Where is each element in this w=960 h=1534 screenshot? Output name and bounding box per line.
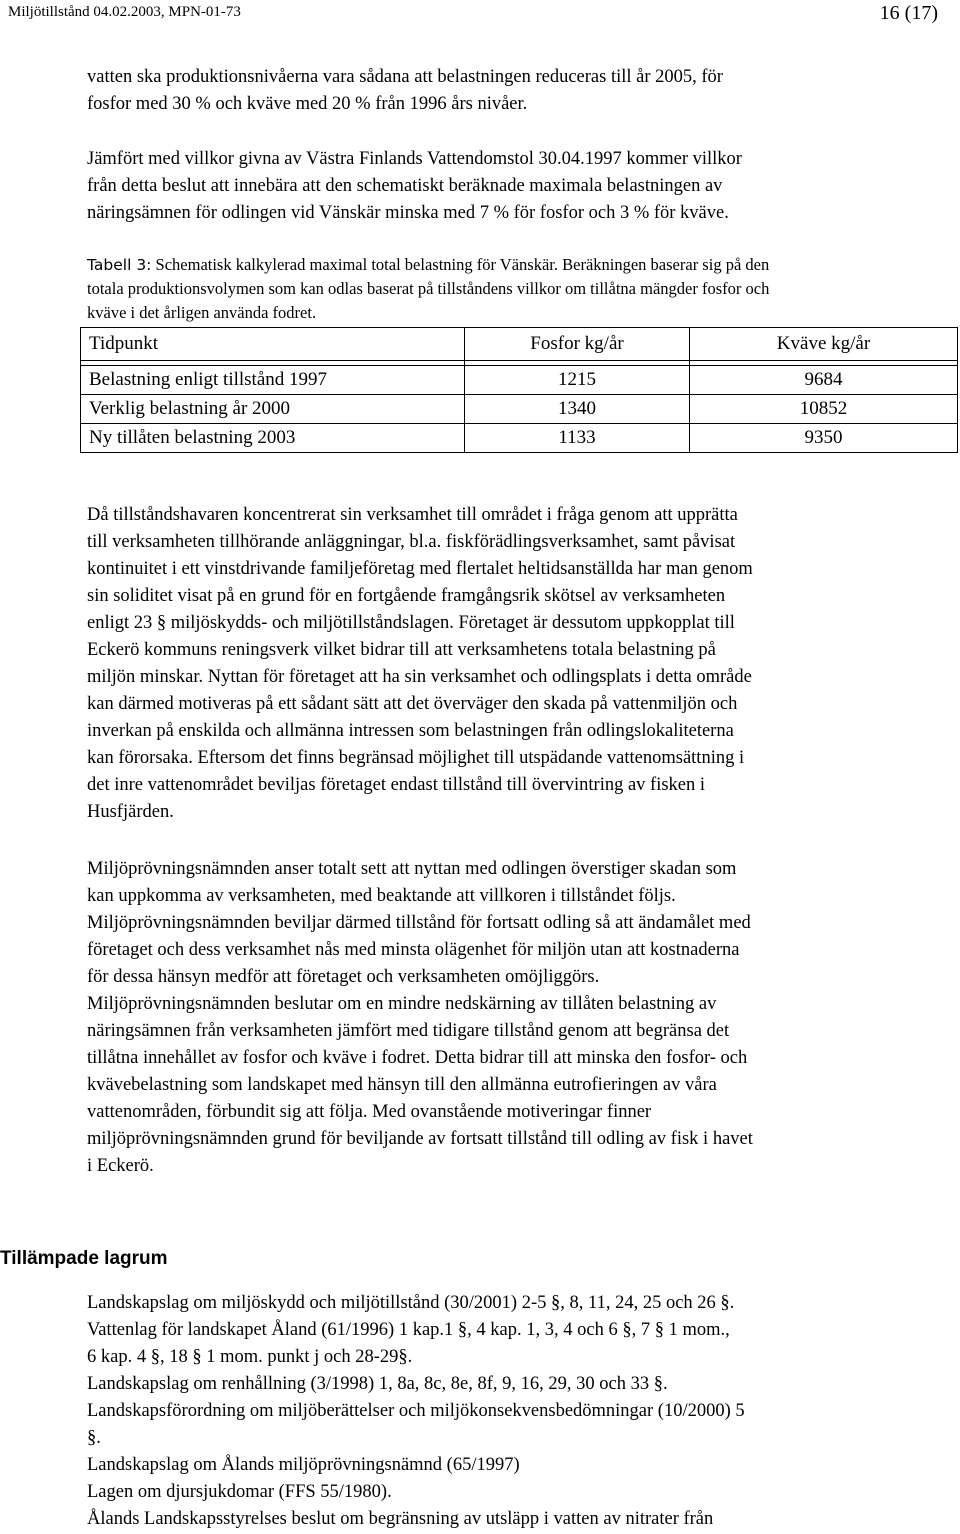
text-line: kontinuitet i ett vinstdrivande familjeföretag med flertalet heltidsanställda har man genom xyxy=(87,559,753,579)
text-line: Eckerö kommuns reningsverk vilket bidrar till att verksamhetens totala belastning på xyxy=(87,640,716,660)
text-line: för dessa hänsyn medför att företaget och verksamheten omöjliggörs. xyxy=(87,967,600,987)
legal-references xyxy=(87,1290,947,1533)
text-line: Jämfört med villkor givna av Västra Finlands Vattendomstol 30.04.1997 kommer villkor xyxy=(87,149,742,169)
text-line: vattenområden, förbundit sig att följa. Med ovanstående motiveringar finner xyxy=(87,1102,652,1122)
paragraph-intro xyxy=(87,64,947,118)
document-header: Miljötillstånd 04.02.2003, MPN-01-73 xyxy=(8,4,241,20)
table-cell: Verklig belastning år 2000 xyxy=(81,395,465,424)
text-line: Miljöprövningsnämnden beviljar därmed tillstånd för fortsatt odling så att ändamålet med xyxy=(87,913,751,933)
column-header: Fosfor kg/år xyxy=(465,328,690,361)
text-line: Miljöprövningsnämnden anser totalt sett att nyttan med odlingen överstiger skadan som xyxy=(87,859,737,879)
table-cell: Ny tillåten belastning 2003 xyxy=(81,424,465,453)
table-header-row xyxy=(81,328,958,361)
text-line: Miljöprövningsnämnden beslutar om en mindre nedskärning av tillåten belastning av xyxy=(87,994,717,1014)
caption-text: Schematisk kalkylerad maximal total belastning för Vänskär. Beräkningen baserar sig på den xyxy=(155,255,770,274)
reference-line: Lagen om djursjukdomar (FFS 55/1980). xyxy=(87,1482,392,1502)
reference-line: Landskapslag om renhållning (3/1998) 1, 8a, 8c, 8e, 8f, 9, 16, 29, 30 och 33 §. xyxy=(87,1374,668,1394)
text-line: Husfjärden. xyxy=(87,802,174,822)
paragraph-assessment xyxy=(87,502,947,826)
reference-line: Ålands Landskapsstyrelses beslut om begränsning av utsläpp i vatten av nitrater från xyxy=(87,1509,714,1529)
table-row xyxy=(81,395,958,424)
text-line: kvävebelastning som landskapet med hänsyn till den allmänna eutrofieringen av våra xyxy=(87,1075,717,1095)
column-header: Kväve kg/år xyxy=(690,328,958,361)
paragraph-comparison xyxy=(87,146,947,227)
text-line: sin soliditet visat på en grund för en fortgående framgångsrik skötsel av verksamheten xyxy=(87,586,726,606)
section-heading: Tillämpade lagrum xyxy=(0,1248,168,1269)
reference-line: Landskapslag om miljöskydd och miljötillstånd (30/2001) 2-5 §, 8, 11, 24, 25 och 26 §. xyxy=(87,1293,735,1313)
text-line: fosfor med 30 % och kväve med 20 % från 1996 års nivåer. xyxy=(87,94,528,114)
load-table xyxy=(80,327,958,453)
text-line: det inre vattenområdet beviljas företaget endast tillstånd till övervintring av fisken i xyxy=(87,775,706,795)
text-line: i Eckerö. xyxy=(87,1156,154,1176)
text-line: från detta beslut att innebära att den schematiskt beräknade maximala belastningen av xyxy=(87,176,723,196)
table-cell: 1215 xyxy=(465,366,690,395)
reference-line: §. xyxy=(87,1428,101,1448)
reference-line: 6 kap. 4 §, 18 § 1 mom. punkt j och 28-29§. xyxy=(87,1347,413,1367)
table-caption xyxy=(87,253,947,325)
text-line: till verksamheten tillhörande anläggningar, bl.a. fiskförädlingsverksamhet, samt påvisat xyxy=(87,532,736,552)
text-line: kan förorsaka. Eftersom det finns begränsad möjlighet till utspädande vattenomsättning i xyxy=(87,748,745,768)
text-line: miljön minskar. Nyttan för företaget att ha sin verksamhet och odlingsplats i detta område xyxy=(87,667,752,687)
text-line: Då tillståndshavaren koncentrerat sin verksamhet till området i fråga genom att upprätta xyxy=(87,505,738,525)
caption-line xyxy=(87,253,947,277)
text-line: tillåtna innehållet av fosfor och kväve i fodret. Detta bidrar till att minska den fosfor- och xyxy=(87,1048,748,1068)
table-cell: 9350 xyxy=(690,424,958,453)
caption-line: totala produktionsvolymen som kan odlas baserat på tillståndens villkor om tillåtna mängder fosfor och xyxy=(87,279,770,298)
text-line: inverkan på enskilda och allmänna intressen som belastningen från odlingslokaliteterna xyxy=(87,721,734,741)
table-cell: 10852 xyxy=(690,395,958,424)
reference-line: Vattenlag för landskapet Åland (61/1996) 1 kap.1 §, 4 kap. 1, 3, 4 och 6 §, 7 § 1 mom., xyxy=(87,1320,730,1340)
text-line: kan därmed motiveras på ett sådant sätt att det överväger den skada på vattenmiljön och xyxy=(87,694,738,714)
caption-label: Tabell 3: xyxy=(87,256,152,274)
reference-line: Landskapslag om Ålands miljöprövningsnämnd (65/1997) xyxy=(87,1455,520,1475)
column-header: Tidpunkt xyxy=(81,328,465,361)
reference-line: Landskapsförordning om miljöberättelser och miljökonsekvensbedömningar (10/2000) 5 xyxy=(87,1401,745,1421)
text-line: näringsämnen för odlingen vid Vänskär minska med 7 % för fosfor och 3 % för kväve. xyxy=(87,203,729,223)
caption-line: kväve i det årligen använda fodret. xyxy=(87,303,317,322)
page-number: 16 (17) xyxy=(879,2,938,24)
table-cell: 9684 xyxy=(690,366,958,395)
text-line: enligt 23 § miljöskydds- och miljötillståndslagen. Företaget är dessutom uppkopplat till xyxy=(87,613,735,633)
table-row xyxy=(81,424,958,453)
paragraph-decision xyxy=(87,856,947,1180)
text-line: vatten ska produktionsnivåerna vara sådana att belastningen reduceras till år 2005, för xyxy=(87,67,723,87)
text-line: miljöprövningsnämnden grund för beviljande av fortsatt tillstånd till odling av fisk i havet xyxy=(87,1129,753,1149)
table-cell: 1340 xyxy=(465,395,690,424)
table-row xyxy=(81,366,958,395)
table-cell: 1133 xyxy=(465,424,690,453)
text-line: företaget och dess verksamhet nås med minsta olägenhet för miljön utan att kostnaderna xyxy=(87,940,740,960)
table-cell: Belastning enligt tillstånd 1997 xyxy=(81,366,465,395)
text-line: näringsämnen från verksamheten jämfört med tidigare tillstånd genom att begränsa det xyxy=(87,1021,730,1041)
text-line: kan uppkomma av verksamheten, med beaktande att villkoren i tillståndet följs. xyxy=(87,886,676,906)
